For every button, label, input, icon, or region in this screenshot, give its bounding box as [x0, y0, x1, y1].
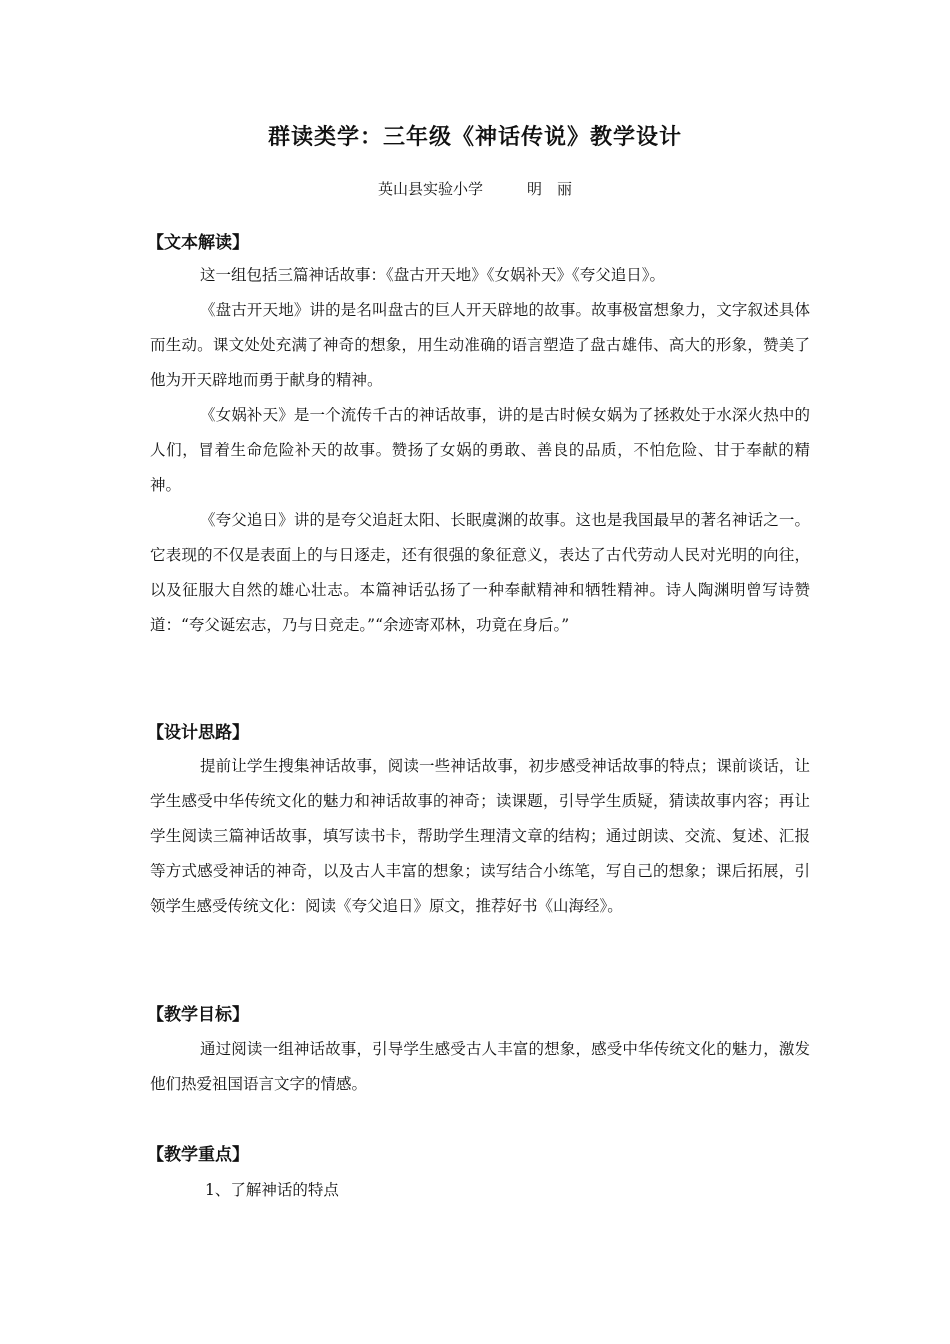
byline-school: 英山县实验小学	[377, 180, 483, 198]
text-reading-paragraph-2: 《盘古开天地》讲的是名叫盘古的巨人开天辟地的故事。故事极富想象力，文字叙述具体而生动。课文处处充满了神奇的想象，用生动准确的语言塑造了盘古雄伟、高大的形象，赞美了他为开天辟地而勇于献身的精神。	[150, 301, 810, 389]
text-reading-paragraph-4: 《夸父追日》讲的是夸父追赶太阳、长眠虞渊的故事。这也是我国最早的著名神话之一。它表现的不仅是表面上的与日逐走，还有很强的象征意义，表达了古代劳动人民对光明的向往，以及征服大自然的雄心壮志。本篇神话弘扬了一种奉献精神和牺牲精神。诗人陶渊明曾写诗赞道：“夸父诞宏志，乃与日竞走。”“余迹寄邓林，功竟在身后。”	[150, 511, 810, 634]
byline-author: 明 丽	[527, 180, 573, 198]
section-heading-text-reading: 【文本解读】	[147, 233, 249, 253]
section-heading-design-idea: 【设计思路】	[147, 723, 249, 743]
text-reading-paragraph-1: 这一组包括三篇神话故事：《盘古开天地》《女娲补天》《夸父追日》。	[200, 266, 666, 284]
teaching-focus-item-1: 1、了解神话的特点	[205, 1181, 339, 1199]
byline	[0, 178, 950, 199]
section-heading-teaching-goals: 【教学目标】	[147, 1005, 249, 1025]
text-reading-paragraph-3: 《女娲补天》是一个流传千古的神话故事，讲的是古时候女娲为了拯救处于水深火热中的人们，冒着生命危险补天的故事。赞扬了女娲的勇敢、善良的品质，不怕危险、甘于奉献的精神。	[150, 406, 810, 494]
teaching-goals-paragraph: 通过阅读一组神话故事，引导学生感受古人丰富的想象，感受中华传统文化的魅力，激发他们热爱祖国语言文字的情感。	[150, 1040, 810, 1093]
design-idea-paragraph: 提前让学生搜集神话故事，阅读一些神话故事，初步感受神话故事的特点；课前谈话，让学生感受中华传统文化的魅力和神话故事的神奇；读课题，引导学生质疑，猜读故事内容；再让学生阅读三篇神话故事，填写读书卡，帮助学生理清文章的结构；通过朗读、交流、复述、汇报等方式感受神话的神奇，以及古人丰富的想象；读写结合小练笔，写自己的想象；课后拓展，引领学生感受传统文化：阅读《夸父追日》原文，推荐好书《山海经》。	[150, 757, 810, 915]
document-title: 群读类学：三年级《神话传说》教学设计	[267, 125, 682, 150]
section-heading-teaching-focus: 【教学重点】	[147, 1145, 249, 1165]
